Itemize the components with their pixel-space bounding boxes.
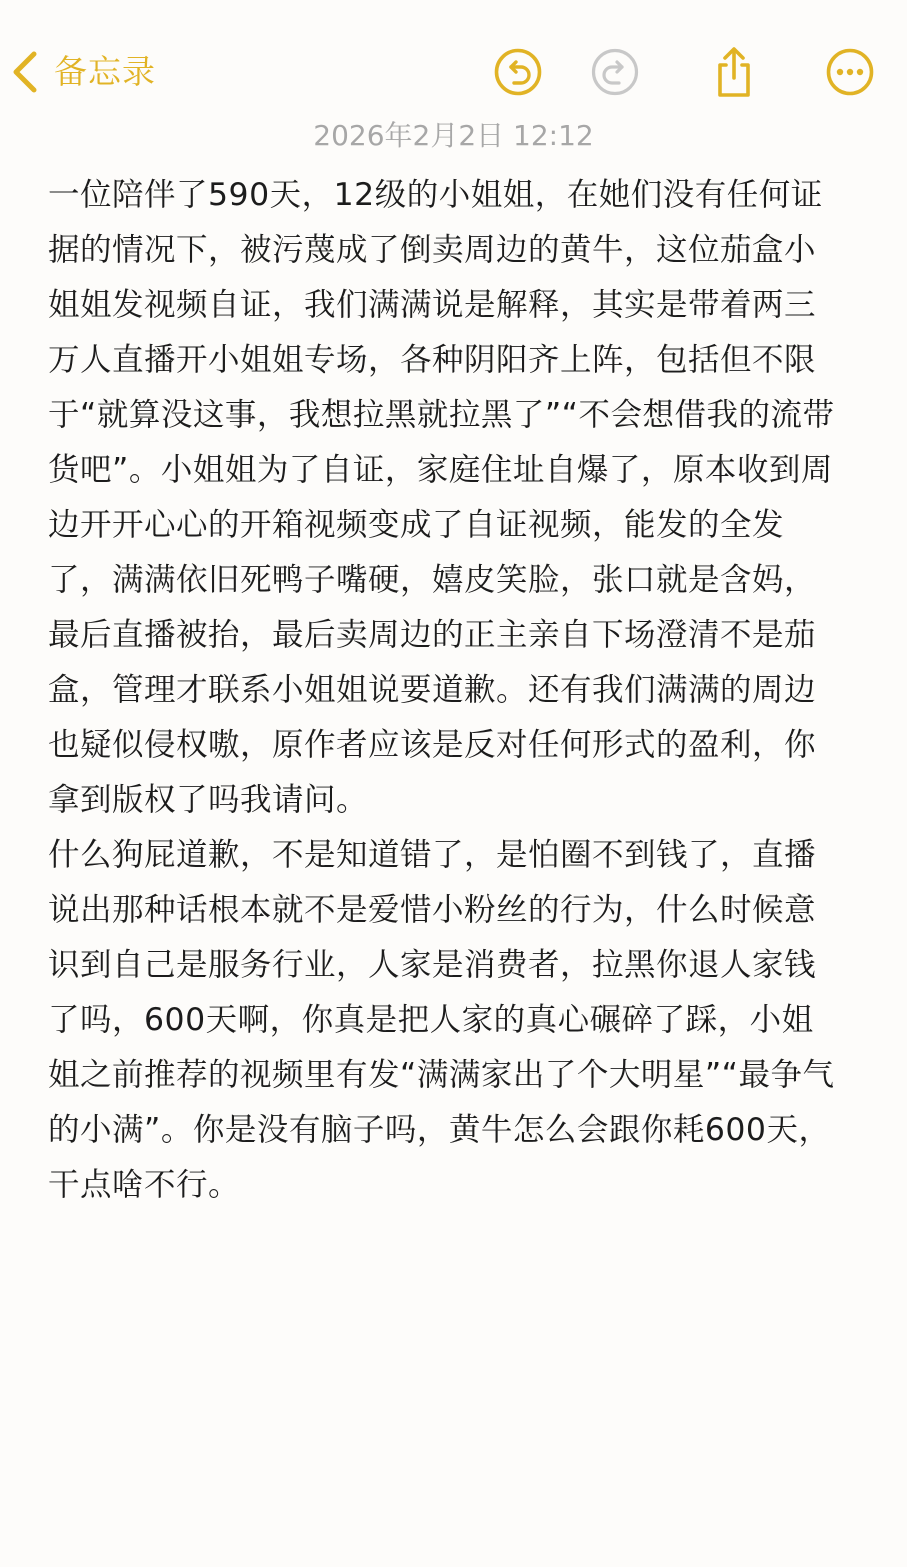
navigation-bar: [0, 0, 907, 130]
redo-button[interactable]: [587, 44, 643, 100]
share-button[interactable]: [706, 44, 762, 100]
chevron-left-icon: [10, 50, 40, 94]
share-icon: [710, 45, 758, 99]
redo-icon: [590, 47, 640, 97]
note-body[interactable]: [48, 168, 844, 1213]
note-timestamp: 2026年2月2日 12:12: [313, 119, 594, 152]
back-button[interactable]: [10, 46, 156, 98]
note-paragraph: 一位陪伴了590天，12级的小姐姐，在她们没有任何证据的情况下，被污蔑成了倒卖周边的黄牛，这位茄盒小姐姐发视频自证，我们满满说是解释，其实是带着两三万人直播开小姐姐专场，各种阴阳齐上阵，包括但不限于“就算没这事，我想拉黑就拉黑了”“不会想借我的流带货吧”。小姐姐为了自证，家庭住址自爆了，原本收到周边开开心心的开箱视频变成了自证视频，能发的全发了，满满依旧死鸭子嘴硬，嬉皮笑脸，张口就是含妈，最后直播被抬，最后卖周边的正主亲自下场澄清不是茄盒，管理才联系小姐姐说要道歉。还有我们满满的周边也疑似侵权嗷，原作者应该是反对任何形式的盈利，你拿到版权了吗我请问。: [48, 177, 835, 818]
undo-button[interactable]: [490, 44, 546, 100]
undo-icon: [493, 47, 543, 97]
back-button-label: 备忘录: [54, 52, 156, 91]
note-paragraph: 什么狗屁道歉，不是知道错了，是怕圈不到钱了，直播说出那种话根本就不是爱惜小粉丝的行为，什么时候意识到自己是服务行业，人家是消费者，拉黑你退人家钱了吗，600天啊，你真是把人家的真心碾碎了踩，小姐姐之前推荐的视频里有发“满满家出了个大明星”“最争气的小满”。你是没有脑子吗，黄牛怎么会跟你耗600天，干点啥不行。: [48, 837, 835, 1203]
ellipsis-circle-icon: [825, 47, 875, 97]
more-button[interactable]: [822, 44, 878, 100]
